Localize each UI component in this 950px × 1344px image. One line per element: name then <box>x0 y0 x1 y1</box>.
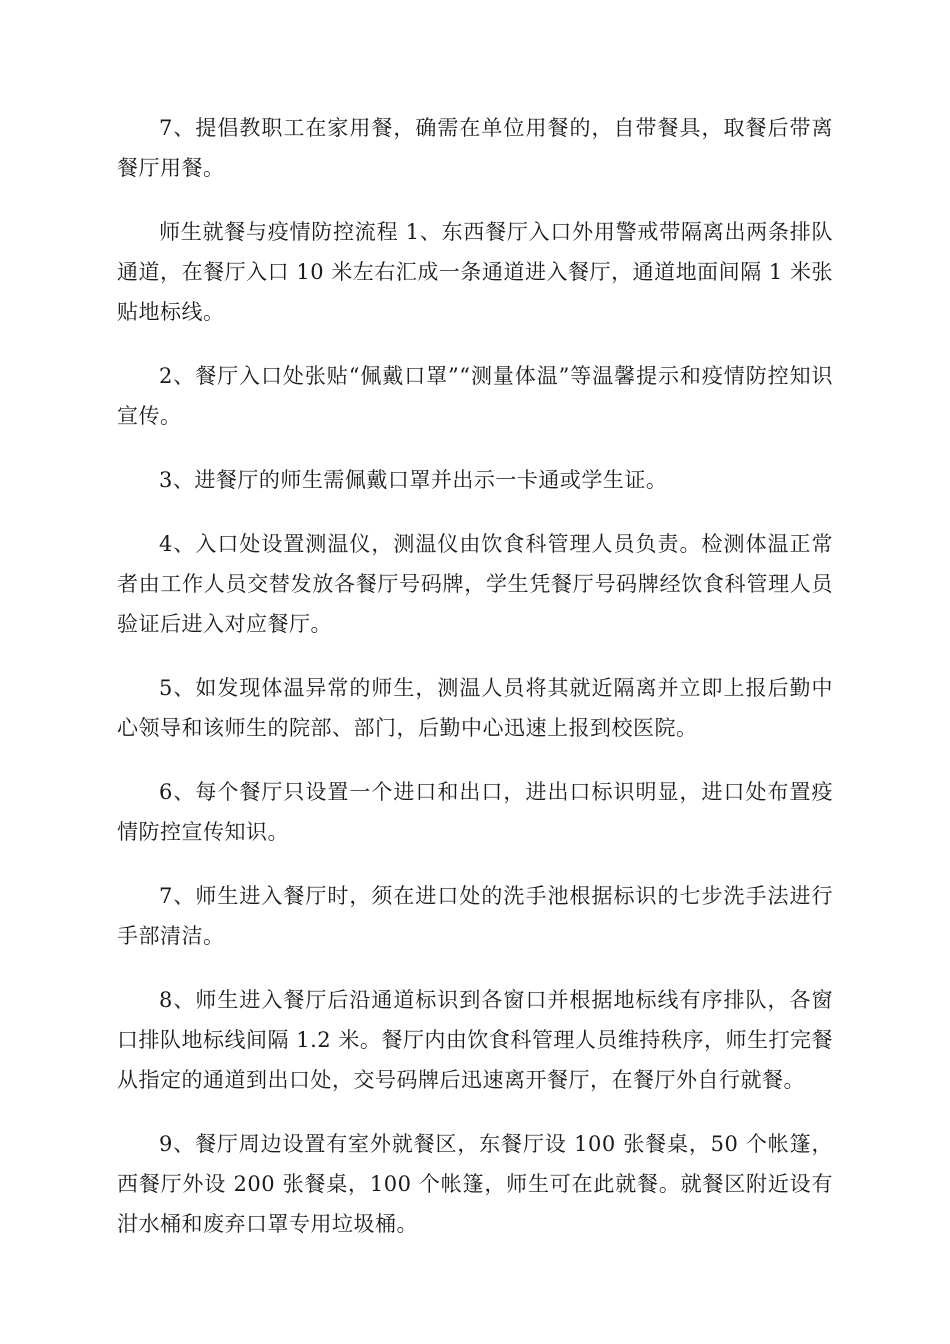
paragraph-mask-and-card: 3、进餐厅的师生需佩戴口罩并出示一卡通或学生证。 <box>159 468 668 492</box>
paragraph-queue-channels: 师生就餐与疫情防控流程 1、东西餐厅入口外用警戒带隔离出两条排队通道，在餐厅入口 10 米左右汇成一条通道进入餐厅，通道地面间隔 1 米张贴地标线。 <box>117 220 833 324</box>
document-body <box>117 108 833 1268</box>
paragraph-entrance-notices: 2、餐厅入口处张贴“佩戴口罩”“测量体温”等温馨提示和疫情防控知识宣传。 <box>117 364 833 428</box>
paragraph-hand-washing: 7、师生进入餐厅时，须在进口处的洗手池根据标识的七步洗手法进行手部清洁。 <box>117 884 833 948</box>
paragraph-entrance-exit: 6、每个餐厅只设置一个进口和出口，进出口标识明显，进口处布置疫情防控宣传知识。 <box>117 780 833 844</box>
paragraph-outdoor-dining: 9、餐厅周边设置有室外就餐区，东餐厅设 100 张餐桌，50 个帐篷，西餐厅外设 200 张餐桌，100 个帐篷，师生可在此就餐。就餐区附近设有泔水桶和废弃口罩专用垃圾桶。 <box>117 1132 833 1236</box>
paragraph-abnormal-temperature: 5、如发现体温异常的师生，测温人员将其就近隔离并立即上报后勤中心领导和该师生的院部、部门，后勤中心迅速上报到校医院。 <box>117 676 833 740</box>
paragraph-temperature-check: 4、入口处设置测温仪，测温仪由饮食科管理人员负责。检测体温正常者由工作人员交替发放各餐厅号码牌，学生凭餐厅号码牌经饮食科管理人员验证后进入对应餐厅。 <box>117 532 833 636</box>
paragraph-staff-dining: 7、提倡教职工在家用餐，确需在单位用餐的，自带餐具，取餐后带离餐厅用餐。 <box>117 116 833 180</box>
paragraph-window-queue: 8、师生进入餐厅后沿通道标识到各窗口并根据地标线有序排队，各窗口排队地标线间隔 1.2 米。餐厅内由饮食科管理人员维持秩序，师生打完餐从指定的通道到出口处，交号码牌后迅速离开餐厅，在餐厅外自行就餐。 <box>117 988 833 1092</box>
